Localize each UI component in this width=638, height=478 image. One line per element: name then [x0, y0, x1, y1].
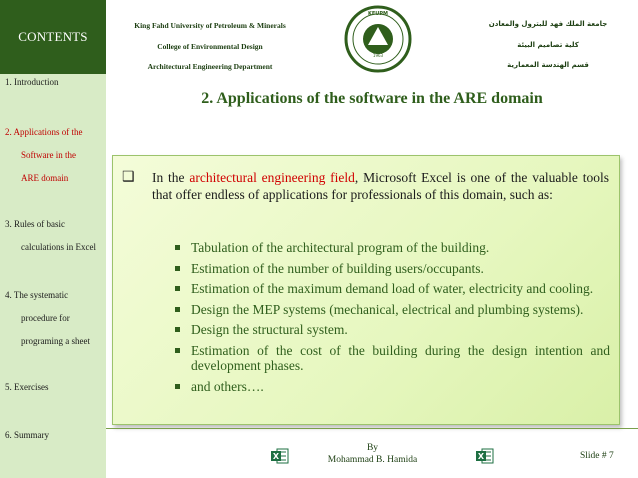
sidebar-item-label: 6. Summary [5, 430, 49, 440]
slide-number: Slide # 7 [580, 451, 614, 461]
list-item: Design the structural system. [178, 322, 610, 338]
university-name-arabic: جامعة الملك فهد للبترول والمعادن [488, 20, 608, 28]
logo-text: KFUPM [368, 11, 388, 17]
author-name: Mohammad B. Hamida [327, 455, 418, 465]
sidebar [0, 0, 106, 478]
logo-year: 1963 [372, 53, 384, 58]
list-item: and others…. [178, 379, 610, 395]
svg-text:X: X [477, 452, 485, 461]
contents-header [0, 0, 106, 74]
intro-paragraph [122, 170, 609, 203]
university-logo [333, 5, 423, 73]
sidebar-item-label: ARE domain [21, 173, 69, 183]
sidebar-item-label: 3. Rules of basic [5, 219, 65, 229]
square-bullet-icon [175, 307, 180, 312]
sidebar-item-label: 5. Exercises [5, 382, 49, 392]
square-bullet-icon [175, 266, 180, 271]
svg-text:X: X [272, 452, 280, 461]
checkbox-bullet-icon: ❑ [122, 170, 135, 185]
intro-prefix: In the [152, 170, 190, 185]
square-bullet-icon [175, 327, 180, 332]
intro-suffix: , Microsoft Excel is one of the valuable tools that offer endless of applications for professionals of this domain, such as: [152, 170, 609, 202]
footer-divider [106, 428, 638, 429]
department-name-arabic: قسم الهندسة المعمارية [507, 61, 589, 69]
by-label: By [366, 443, 379, 453]
college-name: College of Environmental Design [157, 42, 263, 51]
contents-title: CONTENTS [18, 29, 88, 44]
sidebar-item-label: 4. The systematic [5, 290, 69, 300]
intro-highlight: architectural engineering field [189, 170, 355, 185]
square-bullet-icon [175, 245, 180, 250]
sidebar-item-label: calculations in Excel [21, 242, 96, 252]
list-item: Estimation of the maximum demand load of water, electricity and cooling. [178, 281, 610, 297]
list-item: Tabulation of the architectural program of the building. [178, 240, 610, 256]
list-item: Design the MEP systems (mechanical, electrical and plumbing systems). [178, 302, 610, 318]
list-item: Estimation of the number of building users/occupants. [178, 261, 610, 277]
college-name-arabic: كلية تصاميم البيئة [517, 41, 579, 49]
list-item: Estimation of the cost of the building during the design intention and development phases. [178, 343, 610, 374]
page-title: 2. Applications of the software in the ARE domain [201, 90, 543, 107]
author-block [300, 442, 445, 466]
square-bullet-icon [175, 348, 180, 353]
excel-icon[interactable] [271, 448, 289, 464]
bullet-list [178, 240, 610, 399]
square-bullet-icon [175, 384, 180, 389]
sidebar-item-label: programing a sheet [21, 336, 90, 346]
department-name: Architectural Engineering Department [147, 62, 273, 71]
university-name: King Fahd University of Petroleum & Minerals [134, 21, 286, 30]
square-bullet-icon [175, 286, 180, 291]
sidebar-item-label: 2. Applications of the [5, 127, 83, 137]
sidebar-item-label: procedure for [21, 313, 70, 323]
excel-icon[interactable] [476, 448, 494, 464]
sidebar-item-label: Software in the [21, 150, 76, 160]
sidebar-item-label: 1. Introduction [5, 77, 59, 87]
